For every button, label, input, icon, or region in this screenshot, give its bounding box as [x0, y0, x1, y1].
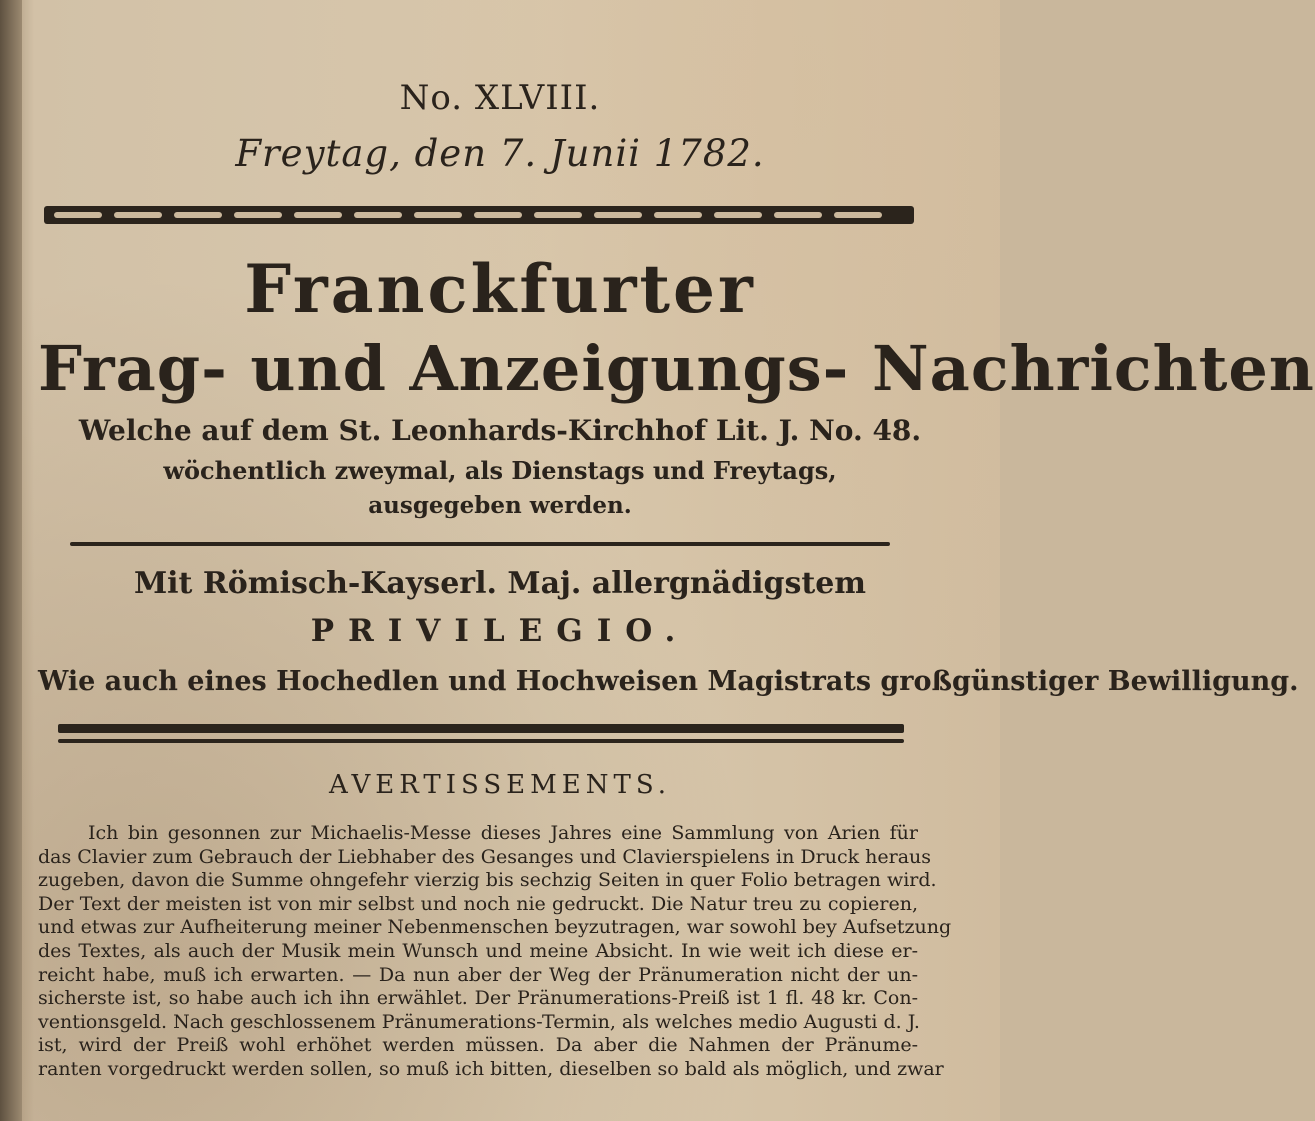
divider-rule [70, 542, 890, 546]
article-line: ventionsgeld. Nach geschlossenem Pränumerations-Termin, als welches medio Augusti d. J. [38, 1010, 920, 1033]
masthead-subtitle-issued: ausgegeben werden. [368, 492, 632, 519]
article-line: Der Text der meisten ist von mir selbst und noch nie gedruckt. Die Natur treu zu copieren, [38, 892, 918, 915]
privilege-line-1: Mit Römisch-Kayserl. Maj. allergnädigstem [133, 566, 867, 601]
privilege-title: PRIVILEGIO. [310, 613, 690, 649]
double-rule-bottom [58, 739, 904, 743]
double-rule-top [58, 724, 904, 733]
issue-number: No. XLVIII. [399, 78, 601, 118]
article-line: sicherste ist, so habe auch ich ihn erwählet. Der Pränumerations-Preiß ist 1 fl. 48 kr. Con- [38, 987, 918, 1010]
ornamental-border [44, 202, 914, 228]
masthead-subtitle-schedule: wöchentlich zweymal, als Dienstags und Freytags, [163, 456, 837, 485]
masthead-title-1: Franckfurter [244, 250, 756, 328]
article-body [38, 822, 952, 1082]
article-line: ist, wird der Preiß wohl erhöhet werden müssen. Da aber die Nahmen der Pränume- [38, 1034, 918, 1057]
section-heading: AVERTISSEMENTS. [329, 770, 671, 800]
article-line: das Clavier zum Gebrauch der Liebhaber des Gesanges und Clavierspielens in Druck heraus [38, 845, 932, 868]
privilege-line-3: Wie auch eines Hochedlen und Hochweisen Magistrats großgünstiger Bewilligung. [38, 666, 1299, 697]
article-line: zugeben, davon die Summe ohngefehr vierzig bis sechzig Seiten in quer Folio betragen wird. [38, 869, 937, 892]
article-line: und etwas zur Aufheiterung meiner Nebenmenschen beyzutragen, war sowohl bey Aufsetzung [38, 916, 952, 939]
article-line: ranten vorgedruckt werden sollen, so muß ich bitten, dieselben so bald als möglich, und zwar [38, 1057, 944, 1080]
article-line: reicht habe, muß ich erwarten. — Da nun aber der Weg der Pränumeration nicht der un- [38, 963, 918, 986]
article-line: Ich bin gesonnen zur Michaelis-Messe dieses Jahres eine Sammlung von Arien für [88, 822, 918, 844]
article-line: des Textes, als auch der Musik mein Wunsch und meine Absicht. In wie weit ich diese er- [38, 939, 918, 962]
masthead-subtitle-address: Welche auf dem St. Leonhards-Kirchhof Lit. J. No. 48. [78, 414, 922, 447]
issue-date: Freytag, den 7. Junii 1782. [235, 132, 765, 175]
masthead-title-2: Frag- und Anzeigungs- Nachrichten [38, 332, 1315, 405]
